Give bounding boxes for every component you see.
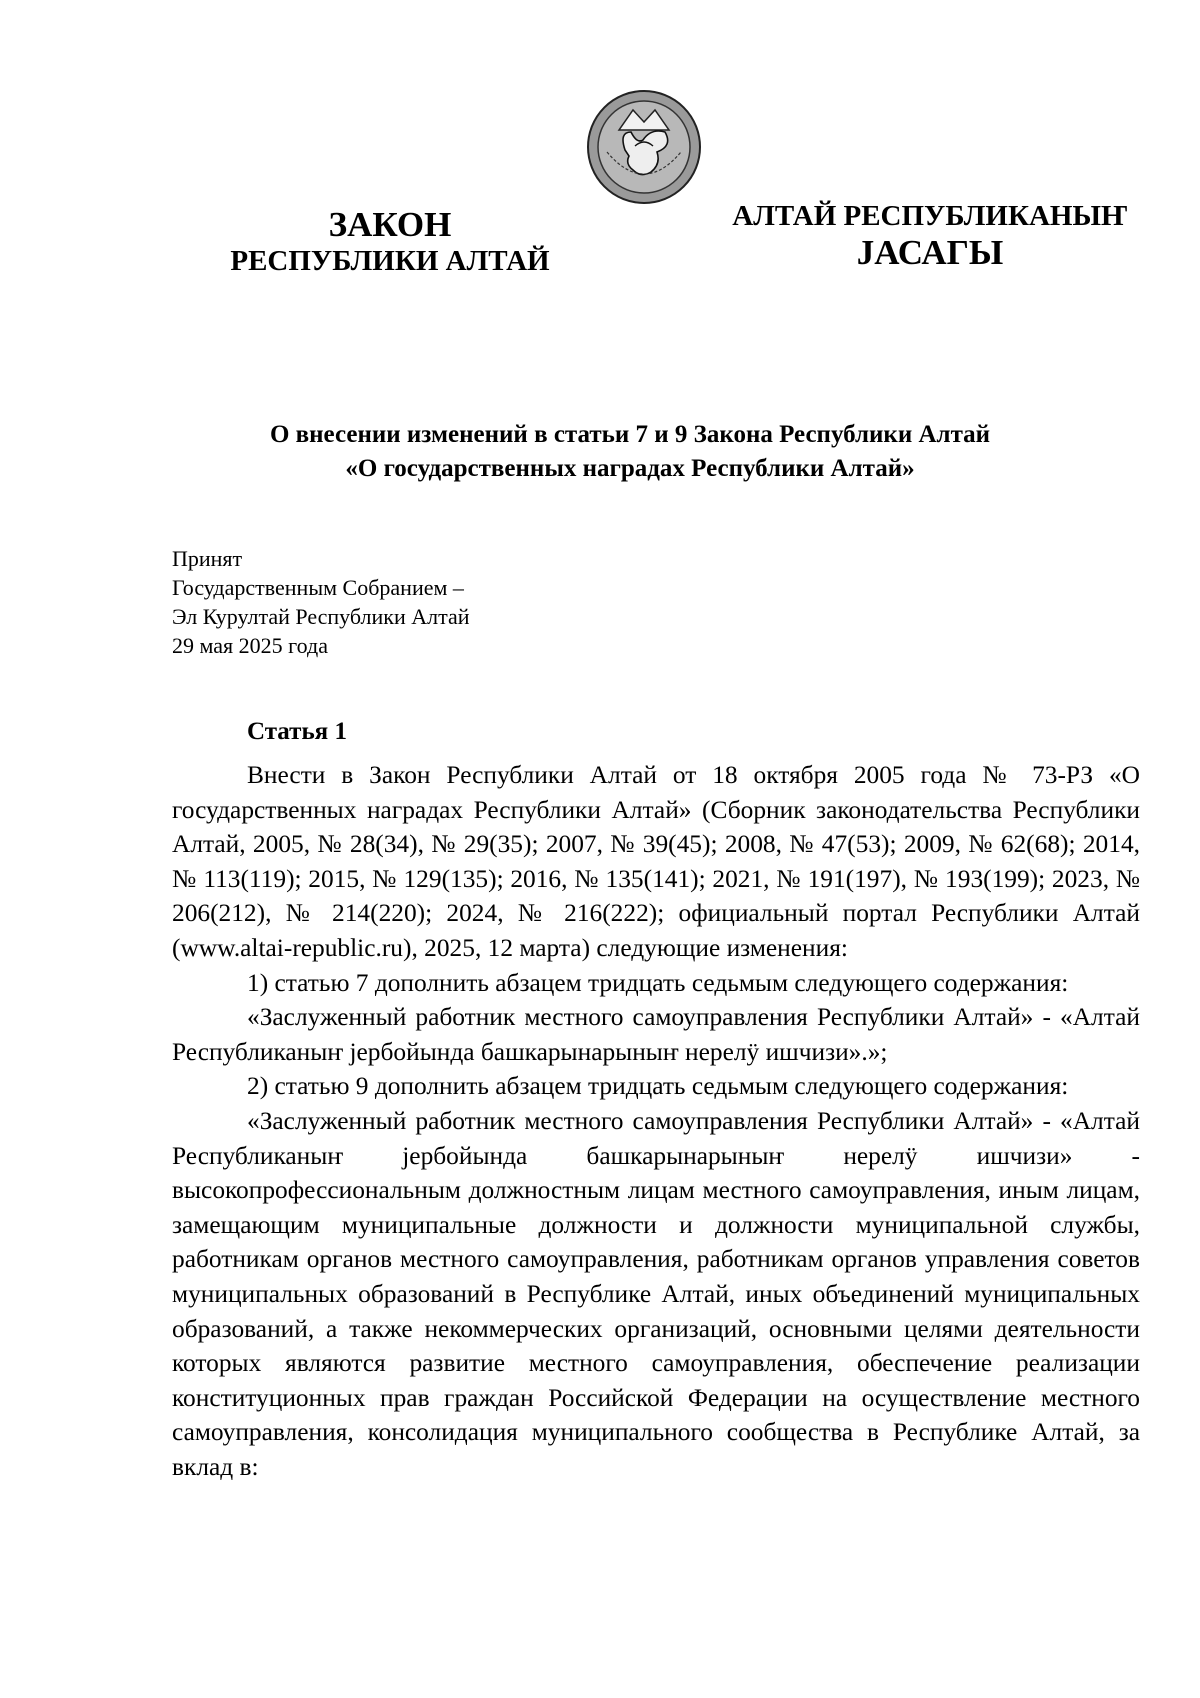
article-heading: Статья 1 xyxy=(247,718,347,745)
paragraph: 1) статью 7 дополнить абзацем тридцать седьмым следующего содержания: xyxy=(247,968,1069,997)
paragraph: 2) статью 9 дополнить абзацем тридцать седьмым следующего содержания: xyxy=(247,1072,1069,1101)
adopted-line-2: Государственным Собранием – xyxy=(172,575,464,601)
document-title xyxy=(160,418,1100,485)
law-word-altai: JАСАГЫ xyxy=(856,233,1004,273)
paragraph: «Заслуженный работник местного самоуправления Республики Алтай» - «Алтай Республиканыҥ јербойында башкарынарыныҥ нерелӱ ишчизи».»; xyxy=(172,1003,1140,1066)
title-line-2: «О государственных наградах Республики Алтай» xyxy=(345,454,915,482)
adoption-block xyxy=(172,544,672,660)
coat-of-arms-emblem xyxy=(585,88,703,206)
paragraph: Внести в Закон Республики Алтай от 18 октября 2005 года № 73-РЗ «О государственных наградах Республики Алтай» (Сборник законодательства Республики Алтай, 2005, № 28(34), № 29(35); 2007, № 39(45); 2008, № 47(53); 2009, № 62(68); 2014, № 113(119); 2015, № 129(135); 2016, № 135(141); 2021, № 191(197), № 193(199); 2023, № 206(212), № 214(220); 2024, № 216(222); официальный портал Республики Алтай (www.altai-republic.ru), 2025, 12 марта) следующие изменения: xyxy=(172,761,1140,962)
paragraph: «Заслуженный работник местного самоуправления Республики Алтай» - «Алтай Республиканыҥ јербойында башкарынарыныҥ нерелӱ ишчизи» - высокопрофессиональным должностным лицам местного самоуправления, иным лицам, замещающим муниципальные должности и должности муниципальной службы, работникам органов местного самоуправления, работникам органов управления советов муниципальных образований в Республике Алтай, иных объединений муниципальных образований, а также некоммерческих организаций, основными целями деятельности которых являются развитие местного самоуправления, обеспечение реализации конституционных прав граждан Российской Федерации на осуществление местного самоуправления, консолидация муниципального сообщества в Республике Алтай, за вклад в: xyxy=(172,1106,1140,1481)
adopted-line-3: Эл Курултай Республики Алтай xyxy=(172,604,470,630)
title-line-1: О внесении изменений в статьи 7 и 9 Закона Республики Алтай xyxy=(269,421,991,448)
republic-name: РЕСПУБЛИКИ АЛТАЙ xyxy=(230,245,550,278)
adopted-line-1: Принят xyxy=(172,546,243,571)
republic-name-altai: АЛТАЙ РЕСПУБЛИКАНЫҤ xyxy=(732,200,1128,232)
law-title-altai xyxy=(710,200,1150,274)
article-body xyxy=(172,758,1140,1484)
law-title-russian xyxy=(195,205,585,279)
law-word: ЗАКОН xyxy=(328,205,452,244)
adopted-date: 29 мая 2025 года xyxy=(172,633,328,659)
